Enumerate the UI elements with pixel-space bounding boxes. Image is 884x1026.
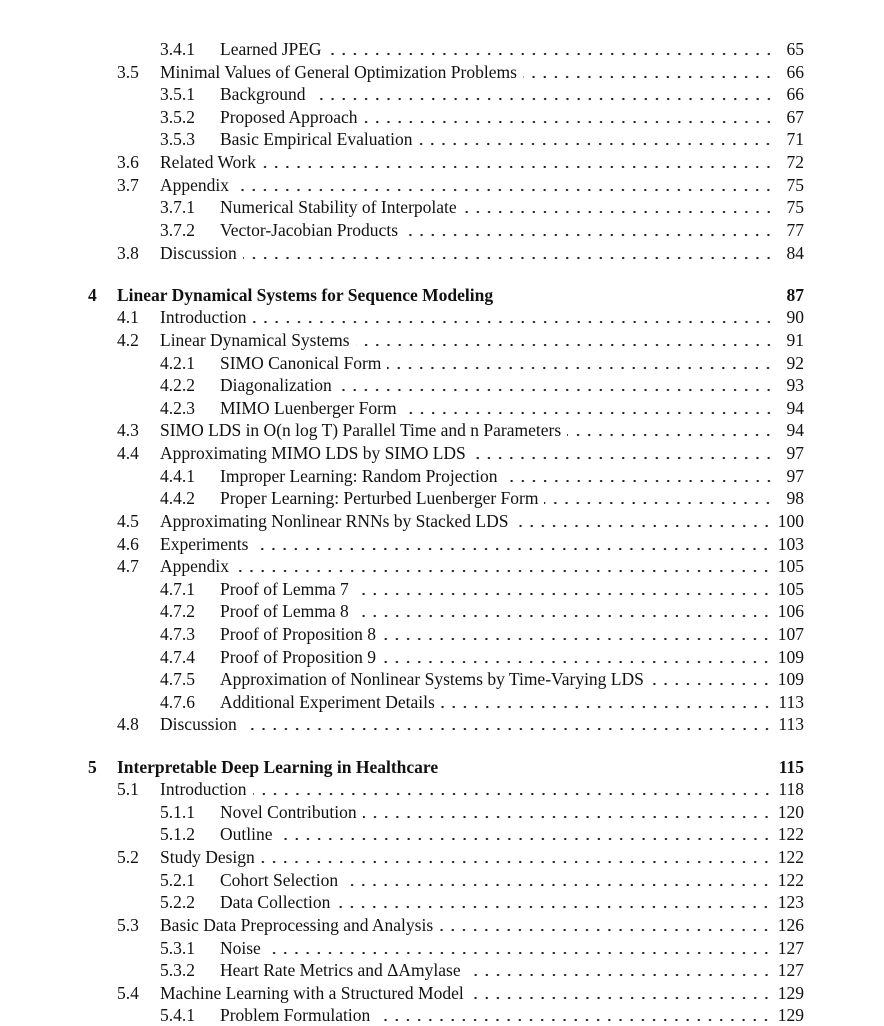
entry-page-number: 113 [778,691,804,712]
entry-number: 4.2.3 [160,397,195,418]
entry-page-number: 122 [777,869,804,890]
entry-title: Introduction [160,307,247,328]
entry-page-number: 87 [786,284,804,305]
toc-chapter-entry[interactable] [0,284,804,306]
toc-entry[interactable] [0,61,804,83]
entry-title: Noise [220,937,261,958]
dot-leader [356,343,774,347]
entry-page-number: 71 [786,129,804,150]
toc-entry[interactable] [0,83,804,105]
dot-leader [463,210,774,214]
entry-title: Diagonalization [220,375,332,396]
entry-title: Proof of Lemma 8 [220,601,349,622]
entry-number: 3.5.2 [160,106,195,127]
dot-leader [403,411,774,415]
toc-chapter-entry[interactable] [0,756,804,778]
entry-number: 5.4 [117,982,139,1003]
dot-leader [567,433,774,437]
toc-entry[interactable] [0,397,804,419]
entry-page-number: 97 [786,465,804,486]
entry-page-number: 105 [777,578,804,599]
entry-title: Proof of Proposition 8 [220,624,377,644]
entry-page-number: 100 [777,510,804,531]
entry-number: 4.4.2 [160,488,195,509]
entry-number: 3.5.1 [160,84,195,105]
entry-title: Related Work [160,152,256,173]
entry-page-number: 122 [777,847,804,868]
toc-entry[interactable] [0,533,804,555]
entry-title: Learned JPEG [220,39,322,59]
entry-title: Basic Empirical Evaluation [220,129,413,150]
toc-entry[interactable] [0,306,804,328]
entry-title: Discussion [160,714,237,735]
entry-page-number: 84 [786,242,804,263]
dot-leader [472,456,774,460]
entry-page-number: 107 [777,624,804,644]
entry-title: Appendix [160,174,230,195]
entry-number: 5.2.1 [160,869,195,890]
entry-number: 4.7.1 [160,578,195,599]
entry-page-number: 91 [786,329,804,350]
entry-page-number: 123 [777,892,804,913]
entry-title: Proof of Lemma 7 [220,578,349,599]
dot-leader [312,97,774,101]
entry-page-number: 105 [777,556,804,577]
entry-number: 5.2.2 [160,892,195,913]
toc-entry[interactable] [0,869,804,891]
toc-entry[interactable] [0,982,804,1004]
dot-leader [243,256,774,260]
dot-leader [243,727,773,731]
entry-title: Basic Data Preprocessing and Analysis [160,914,434,935]
toc-entry[interactable] [0,196,804,218]
dot-leader [336,905,771,909]
entry-page-number: 75 [786,174,804,195]
dot-leader [515,524,772,528]
entry-number: 3.7.1 [160,197,195,218]
dot-leader [376,1018,772,1022]
toc-entry[interactable] [0,352,804,374]
entry-page-number: 75 [786,197,804,218]
entry-number: 4.8 [117,714,139,735]
entry-title: Proposed Approach [220,106,358,127]
entry-title: MIMO Luenberger Form [220,397,397,418]
entry-title: Experiments [160,533,249,554]
toc-entry[interactable] [0,106,804,128]
toc-entry[interactable] [0,151,804,173]
entry-title: Background [220,84,306,105]
dot-leader [235,569,772,573]
entry-number: 5.1 [117,779,139,800]
entry-page-number: 103 [777,533,804,554]
dot-leader [387,366,774,370]
dot-leader [650,682,772,686]
toc-entry[interactable] [0,691,804,713]
entry-page-number: 94 [786,420,804,441]
dot-leader [355,592,772,596]
entry-page-number: 120 [777,801,804,822]
entry-number: 4 [88,284,97,305]
toc-entry[interactable] [0,578,804,600]
entry-page-number: 109 [777,646,804,667]
dot-leader [344,883,772,887]
entry-title: Introduction [160,779,247,800]
dot-leader [504,479,775,483]
entry-page-number: 109 [777,669,804,690]
entry-page-number: 77 [786,219,804,240]
entry-number: 4.4 [117,443,139,464]
entry-title: Discussion [160,242,237,263]
dot-leader [254,547,771,551]
entry-title: Additional Experiment Details [220,691,435,712]
entry-number: 3.7 [117,174,139,195]
toc-entry[interactable] [0,668,804,690]
entry-page-number: 129 [777,982,804,1003]
entry-title: Problem Formulation [220,1005,371,1026]
entry-title: Novel Contribution [220,801,357,822]
toc-entry[interactable] [0,419,804,441]
entry-number: 4.1 [117,307,139,328]
toc-entry[interactable] [0,38,804,60]
entry-title: Proof of Proposition 9 [220,646,377,667]
entry-title: Approximating MIMO LDS by SIMO LDS [160,443,466,464]
toc-entry[interactable] [0,891,804,913]
entry-number: 3.4.1 [160,39,195,59]
entry-page-number: 92 [786,352,804,373]
entry-title: Machine Learning with a Structured Model [160,982,464,1003]
entry-page-number: 127 [777,960,804,981]
dot-leader [439,928,772,932]
entry-number: 4.7.2 [160,601,195,622]
entry-number: 4.2 [117,329,139,350]
dot-leader [418,142,774,146]
entry-number: 3.7.2 [160,219,195,240]
entry-number: 4.5 [117,510,139,531]
entry-title: Study Design [160,847,255,868]
entry-number: 5.1.1 [160,801,195,822]
entry-title: Minimal Values of General Optimization Problems [160,61,517,82]
entry-number: 4.7.5 [160,669,195,690]
entry-number: 4.7.6 [160,691,195,712]
dot-leader [338,388,774,392]
toc-entry[interactable] [0,487,804,509]
entry-number: 4.4.1 [160,465,195,486]
entry-number: 4.7.4 [160,646,195,667]
dot-leader [235,188,774,192]
toc-entry[interactable] [0,242,804,264]
entry-number: 5.4.1 [160,1005,195,1026]
toc-entry[interactable] [0,937,804,959]
entry-number: 5.3.1 [160,937,195,958]
dot-leader [467,973,772,977]
entry-page-number: 66 [786,61,804,82]
entry-page-number: 106 [777,601,804,622]
dot-leader [470,996,772,1000]
entry-page-number: 90 [786,307,804,328]
entry-page-number: 113 [778,714,804,735]
entry-number: 5.3 [117,914,139,935]
dot-leader [404,233,774,237]
entry-title: Numerical Stability of Interpolate [220,197,457,218]
entry-number: 5 [88,756,97,777]
entry-title: Improper Learning: Random Projection [220,465,498,486]
entry-title: Linear Dynamical Systems for Sequence Modeling [117,284,494,305]
dot-leader [253,320,774,324]
entry-page-number: 67 [786,106,804,127]
toc-entry[interactable] [0,219,804,241]
entry-page-number: 129 [777,1005,804,1026]
entry-title: Approximating Nonlinear RNNs by Stacked LDS [160,510,509,531]
toc-entry[interactable] [0,823,804,845]
entry-page-number: 94 [786,397,804,418]
entry-title: Cohort Selection [220,869,339,890]
toc-entry[interactable] [0,846,804,868]
entry-page-number: 127 [777,937,804,958]
entry-title: Heart Rate Metrics and ΔAmylase [220,960,461,981]
dot-leader [441,705,773,709]
dot-leader [279,837,772,841]
entry-number: 5.3.2 [160,960,195,981]
toc-entry[interactable] [0,600,804,622]
entry-page-number: 66 [786,84,804,105]
entry-title: Vector-Jacobian Products [220,219,398,240]
toc-entry[interactable] [0,1004,804,1026]
dot-leader [364,120,774,124]
toc-entry[interactable] [0,374,804,396]
dot-leader [382,660,772,664]
entry-title: Approximation of Nonlinear Systems by Time-Varying LDS [220,669,644,690]
toc-entry[interactable] [0,623,804,645]
entry-page-number: 98 [786,488,804,509]
toc-entry[interactable] [0,646,804,668]
dot-leader [355,614,772,618]
entry-page-number: 126 [777,914,804,935]
entry-title: SIMO LDS in O(n log T) Parallel Time and n Parameters [160,420,562,441]
entry-page-number: 65 [786,39,804,59]
entry-title: Linear Dynamical Systems [160,329,350,350]
dot-leader [253,792,773,796]
entry-number: 3.5 [117,61,139,82]
toc-entry[interactable] [0,465,804,487]
entry-title: Interpretable Deep Learning in Healthcare [117,756,439,777]
toc-entry[interactable] [0,959,804,981]
toc-entry[interactable] [0,174,804,196]
entry-title: Data Collection [220,892,331,913]
entry-number: 4.3 [117,420,139,441]
toc-entry[interactable] [0,128,804,150]
toc-entry[interactable] [0,713,804,735]
dot-leader [363,815,772,819]
entry-number: 5.2 [117,847,139,868]
toc-entry[interactable] [0,914,804,936]
toc-entry[interactable] [0,801,804,823]
entry-title: Outline [220,824,273,845]
entry-number: 5.1.2 [160,824,195,845]
entry-number: 4.7.3 [160,624,195,644]
entry-number: 3.5.3 [160,129,195,150]
entry-page-number: 122 [777,824,804,845]
entry-title: Proper Learning: Perturbed Luenberger Form [220,488,539,509]
entry-number: 4.6 [117,533,139,554]
dot-leader [523,75,774,79]
entry-number: 4.7 [117,556,139,577]
entry-page-number: 97 [786,443,804,464]
dot-leader [328,52,774,56]
dot-leader [544,501,774,505]
entry-number: 4.2.2 [160,375,195,396]
toc-entry[interactable] [0,510,804,532]
entry-title: Appendix [160,556,230,577]
entry-page-number: 93 [786,375,804,396]
entry-number: 3.8 [117,242,139,263]
entry-page-number: 115 [778,756,804,777]
toc-entry[interactable] [0,778,804,800]
dot-leader [267,951,772,955]
dot-leader [262,165,774,169]
entry-title: SIMO Canonical Form [220,352,382,373]
dot-leader [382,637,772,641]
entry-page-number: 118 [778,779,804,800]
toc-entry[interactable] [0,329,804,351]
entry-page-number: 72 [786,152,804,173]
entry-number: 4.2.1 [160,352,195,373]
toc-entry[interactable] [0,555,804,577]
entry-number: 3.6 [117,152,139,173]
dot-leader [261,860,772,864]
toc-entry[interactable] [0,442,804,464]
